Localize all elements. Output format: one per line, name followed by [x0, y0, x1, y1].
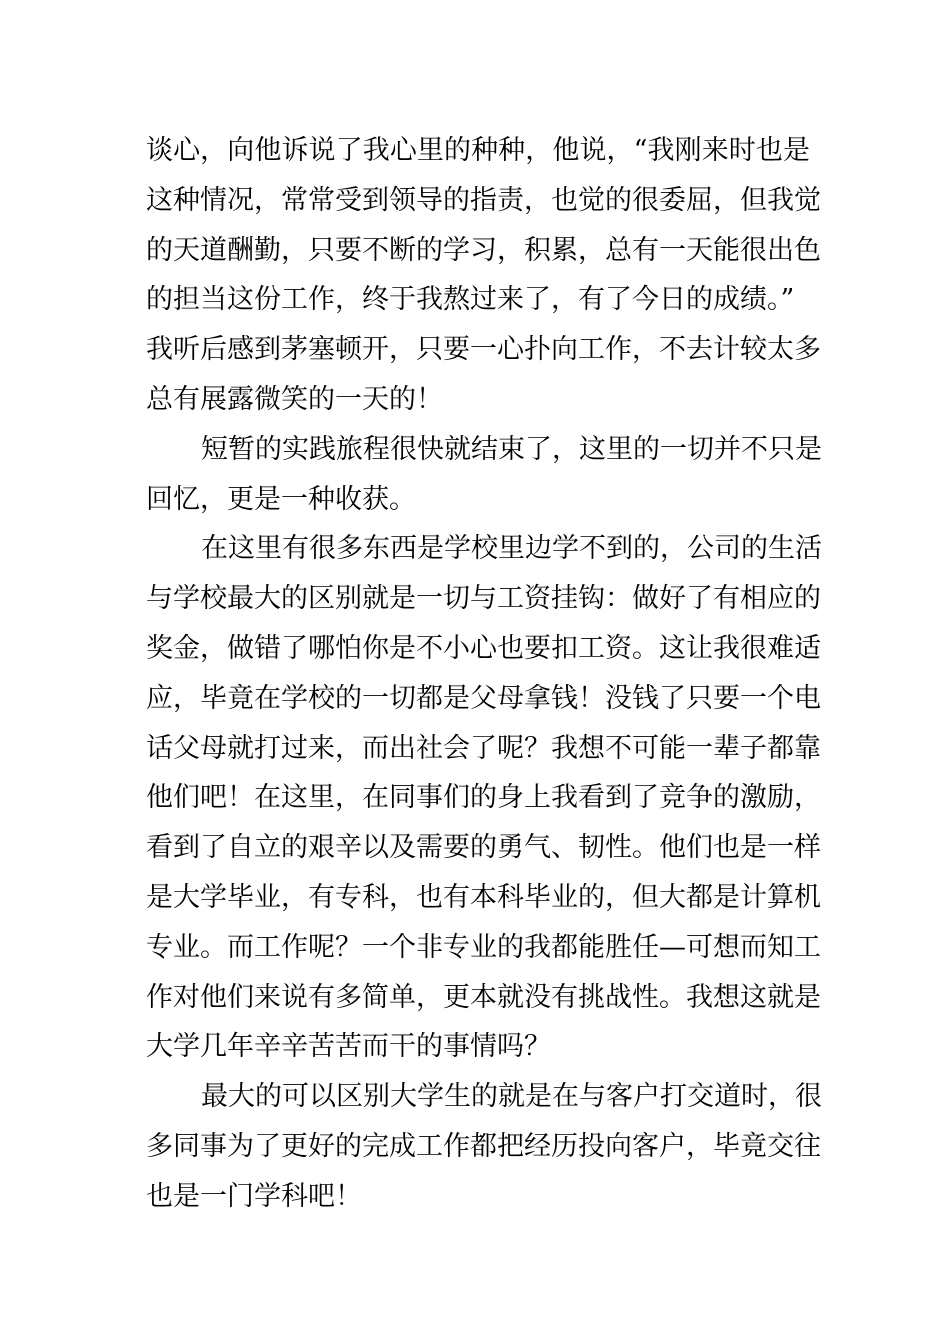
text-line: 的天道酬勤，只要不断的学习，积累，总有一天能很出色 [146, 234, 821, 266]
text-line: 是大学毕业，有专科，也有本科毕业的，但大都是计算机 [146, 881, 821, 913]
text-line: 他们吧！在这里，在同事们的身上我看到了竞争的激励， [146, 782, 821, 814]
text-line: 的担当这份工作，终于我熬过来了，有了今日的成绩。” [146, 284, 795, 316]
text-line: 看到了自立的艰辛以及需要的勇气、韧性。他们也是一样 [146, 832, 821, 864]
text-line: 话父母就打过来，而出社会了呢？我想不可能一辈子都靠 [146, 732, 821, 764]
text-line: 作对他们来说有多简单，更本就没有挑战性。我想这就是 [146, 981, 821, 1013]
text-line: 谈心，向他诉说了我心里的种种，他说，“我刚来时也是 [146, 135, 810, 166]
text-line: 最大的可以区别大学生的就是在与客户打交道时，很 [201, 1081, 822, 1113]
text-line: 这种情况，常常受到领导的指责，也觉的很委屈，但我觉 [146, 184, 821, 216]
text-line: 短暂的实践旅程很快就结束了，这里的一切并不只是 [201, 433, 822, 465]
text-line: 应，毕竟在学校的一切都是父母拿钱！没钱了只要一个电 [146, 682, 821, 714]
text-line: 回忆，更是一种收获。 [146, 483, 416, 515]
text-line: 大学几年辛辛苦苦而干的事情吗？ [146, 1031, 551, 1063]
text-line: 与学校最大的区别就是一切与工资挂钩：做好了有相应的 [146, 583, 821, 615]
text-line: 多同事为了更好的完成工作都把经历投向客户，毕竟交往 [146, 1130, 821, 1162]
text-line: 我听后感到茅塞顿开，只要一心扑向工作，不去计较太多 [146, 334, 821, 366]
text-line: 也是一门学科吧！ [146, 1180, 362, 1212]
text-line: 在这里有很多东西是学校里边学不到的，公司的生活 [201, 533, 822, 565]
text-line: 专业。而工作呢？一个非专业的我都能胜任—可想而知工 [146, 931, 821, 963]
body-text [146, 126, 822, 1222]
text-line: 奖金，做错了哪怕你是不小心也要扣工资。这让我很难适 [146, 632, 821, 664]
text-line: 总有展露微笑的一天的！ [146, 383, 443, 415]
